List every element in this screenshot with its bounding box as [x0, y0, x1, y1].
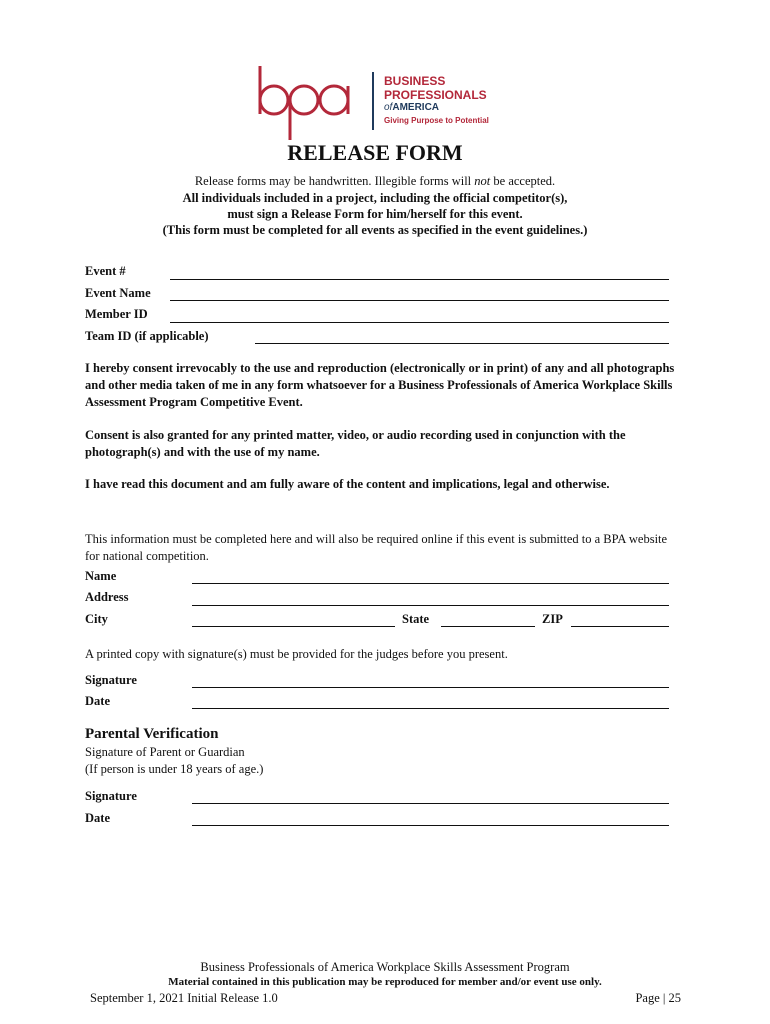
city-field[interactable] [192, 626, 395, 627]
info-note: This information must be completed here and will also be required online if this event is submitted to a BPA website for national competition. [85, 532, 668, 563]
consent-paragraph-3: I have read this document and am fully aware of the content and implications, legal and otherwise. [85, 477, 610, 491]
city-label: City [85, 612, 108, 626]
intro-line1-b: be accepted. [490, 174, 556, 188]
consent-paragraph-1: I hereby consent irrevocably to the use and reproduction (electronically or in print) of any and all photographs and other media taken of me in any form whatsoever for a Business Professionals of America Workplace Skills Assessment Program Competitive Event. [85, 361, 675, 409]
consent-paragraph-2: Consent is also granted for any printed matter, video, or audio recording used in conjunction with the photograph(s) and with the use of my name. [85, 428, 626, 459]
logo-line3-main: AMERICA [392, 102, 440, 113]
intro-line2: All individuals included in a project, including the official competitor(s), [182, 191, 568, 205]
parent-signature-label: Signature [85, 789, 137, 803]
team-id-label: Team ID (if applicable) [85, 329, 209, 343]
intro-line1 [0, 174, 750, 189]
logo-line3 [384, 102, 439, 113]
intro-line3: must sign a Release Form for him/herself for this event. [227, 207, 523, 221]
signature-label: Signature [85, 673, 137, 687]
state-label: State [402, 612, 430, 626]
logo-line1: BUSINESS [384, 74, 446, 88]
parental-line2: (If person is under 18 years of age.) [85, 762, 264, 776]
footer-page-number: Page | 25 [635, 991, 681, 1005]
address-label: Address [85, 590, 129, 604]
event-name-field[interactable] [170, 300, 669, 301]
logo-line3-prefix: of [384, 102, 393, 113]
address-field[interactable] [192, 605, 669, 606]
event-number-label: Event # [85, 264, 126, 278]
page-title: RELEASE FORM [287, 140, 463, 165]
event-number-field[interactable] [170, 279, 669, 280]
logo-tagline: Giving Purpose to Potential [384, 116, 489, 125]
parental-line1: Signature of Parent or Guardian [85, 745, 245, 759]
parent-date-field[interactable] [192, 825, 669, 826]
footer-program: Business Professionals of America Workplace Skills Assessment Program [200, 960, 570, 974]
name-field[interactable] [192, 583, 669, 584]
printed-copy-note: A printed copy with signature(s) must be provided for the judges before you present. [85, 647, 508, 661]
logo-line2: PROFESSIONALS [384, 88, 487, 102]
event-name-label: Event Name [85, 286, 151, 300]
logo-divider [372, 72, 374, 130]
date-field[interactable] [192, 708, 669, 709]
parent-signature-field[interactable] [192, 803, 669, 804]
footer-release: September 1, 2021 Initial Release 1.0 [90, 991, 278, 1005]
zip-field[interactable] [571, 626, 669, 627]
signature-field[interactable] [192, 687, 669, 688]
member-id-field[interactable] [170, 322, 669, 323]
parent-date-label: Date [85, 811, 110, 825]
footer-restriction: Material contained in this publication may be reproduced for member and/or event use only. [168, 976, 602, 988]
bpa-logo [254, 64, 514, 144]
parental-heading: Parental Verification [85, 726, 219, 742]
team-id-field[interactable] [255, 343, 669, 344]
intro-line1-a: Release forms may be handwritten. Illegible forms will [194, 174, 475, 188]
intro-line1-em: not [474, 174, 491, 188]
date-label: Date [85, 694, 110, 708]
state-field[interactable] [441, 626, 535, 627]
member-id-label: Member ID [85, 307, 148, 321]
intro-line4: (This form must be completed for all events as specified in the event guidelines.) [162, 223, 588, 237]
zip-label: ZIP [542, 612, 563, 626]
bpa-logo-mark [254, 64, 374, 144]
name-label: Name [85, 569, 117, 583]
